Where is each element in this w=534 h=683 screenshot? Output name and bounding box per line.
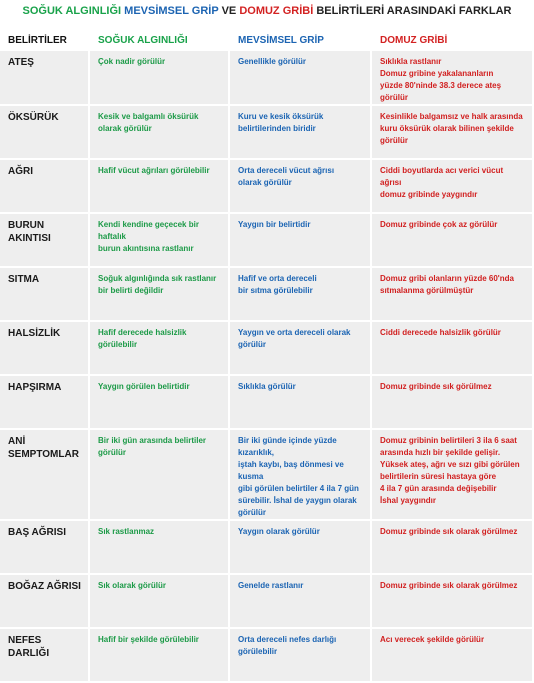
swine-cell: Kesinlikle balgamsız ve halk arasında kuru öksürük olarak bilinen şekilde görülür xyxy=(372,106,534,160)
title-and: VE xyxy=(221,5,237,17)
table-row xyxy=(0,268,534,322)
symptom-cell: HAPŞIRMA xyxy=(0,376,90,430)
table-row xyxy=(0,376,534,430)
symptom-cell: ANİ SEMPTOMLAR xyxy=(0,430,90,521)
table-row xyxy=(0,322,534,376)
swine-cell: Domuz gribinde sık olarak görülmez xyxy=(372,575,534,629)
title-cold: SOĞUK ALGINLIĞI xyxy=(22,5,122,17)
symptom-cell: AĞRI xyxy=(0,160,90,214)
cold-cell: Hafif vücut ağrıları görülebilir xyxy=(90,160,230,214)
flu-cell: Genelde rastlanır xyxy=(230,575,372,629)
cold-cell: Kesik ve balgamlı öksürük olarak görülür xyxy=(90,106,230,160)
symptom-cell: ATEŞ xyxy=(0,51,90,106)
symptom-cell: BURUN AKINTISI xyxy=(0,214,90,268)
swine-cell: Sıklıkla rastlanır Domuz gribine yakalananların yüzde 80'ninde 38.3 derece ateş görülür xyxy=(372,51,534,106)
symptom-cell: SITMA xyxy=(0,268,90,322)
cold-cell: Bir iki gün arasında belirtiler görülür xyxy=(90,430,230,521)
flu-cell: Kuru ve kesik öksürük belirtilerinden biridir xyxy=(230,106,372,160)
table-row xyxy=(0,629,534,683)
title-rest: BELİRTİLERİ ARASINDAKİ FARKLAR xyxy=(316,5,512,17)
symptom-cell: BAŞ AĞRISI xyxy=(0,521,90,575)
cold-cell: Hafif derecede halsizlik görülebilir xyxy=(90,322,230,376)
table-row xyxy=(0,214,534,268)
table-row xyxy=(0,521,534,575)
cold-cell: Kendi kendine geçecek bir haftalık burun akıntısına rastlanır xyxy=(90,214,230,268)
symptom-cell: BOĞAZ AĞRISI xyxy=(0,575,90,629)
cold-cell: Çok nadir görülür xyxy=(90,51,230,106)
symptom-table xyxy=(0,32,534,683)
swine-cell: Domuz gribi olanların yüzde 60'nda sıtmalanma görülmüştür xyxy=(372,268,534,322)
header-cold: SOĞUK ALGINLIĞI xyxy=(90,32,230,51)
cold-cell: Hafif bir şekilde görülebilir xyxy=(90,629,230,683)
table-row xyxy=(0,51,534,106)
table-row xyxy=(0,575,534,629)
header-symptoms: BELİRTİLER xyxy=(0,32,90,51)
swine-cell: Ciddi derecede halsizlik görülür xyxy=(372,322,534,376)
swine-cell: Domuz gribinde sık görülmez xyxy=(372,376,534,430)
symptom-cell: ÖKSÜRÜK xyxy=(0,106,90,160)
flu-cell: Sıklıkla görülür xyxy=(230,376,372,430)
cold-cell: Soğuk algınlığında sık rastlanır bir belirti değildir xyxy=(90,268,230,322)
table-row xyxy=(0,160,534,214)
flu-cell: Yaygın olarak görülür xyxy=(230,521,372,575)
table-row xyxy=(0,106,534,160)
table-header-row xyxy=(0,32,534,51)
flu-cell: Bir iki günde içinde yüzde kızarıklık, iştah kaybı, baş dönmesi ve kusma gibi görülen belirtiler 4 ila 7 gün sürebilir. İshal de yaygın olarak görülür xyxy=(230,430,372,521)
title-swine: DOMUZ GRİBİ xyxy=(239,5,314,17)
cold-cell: Sık olarak görülür xyxy=(90,575,230,629)
header-flu: MEVSİMSEL GRİP xyxy=(230,32,372,51)
flu-cell: Yaygın ve orta dereceli olarak görülür xyxy=(230,322,372,376)
page-title xyxy=(0,0,534,22)
swine-cell: Domuz gribinde sık olarak görülmez xyxy=(372,521,534,575)
flu-cell: Hafif ve orta dereceli bir sıtma görülebilir xyxy=(230,268,372,322)
flu-cell: Yaygın bir belirtidir xyxy=(230,214,372,268)
header-swine: DOMUZ GRİBİ xyxy=(372,32,534,51)
flu-cell: Orta dereceli vücut ağrısı olarak görülür xyxy=(230,160,372,214)
symptom-cell: NEFES DARLIĞI xyxy=(0,629,90,683)
swine-cell: Ciddi boyutlarda acı verici vücut ağrısı domuz gribinde yaygındır xyxy=(372,160,534,214)
swine-cell: Acı verecek şekilde görülür xyxy=(372,629,534,683)
cold-cell: Yaygın görülen belirtidir xyxy=(90,376,230,430)
cold-cell: Sık rastlanmaz xyxy=(90,521,230,575)
swine-cell: Domuz gribinde çok az görülür xyxy=(372,214,534,268)
table-row xyxy=(0,430,534,521)
flu-cell: Genellikle görülür xyxy=(230,51,372,106)
symptom-cell: HALSİZLİK xyxy=(0,322,90,376)
swine-cell: Domuz gribinin belirtileri 3 ila 6 saat arasında hızlı bir şekilde gelişir. Yüksek ateş, ağrı ve sızı gibi görülen belirtilerin süresi hastaya göre 4 ila 7 gün arasında değişebilir İshal yaygındır xyxy=(372,430,534,521)
title-flu: MEVSİMSEL GRİP xyxy=(124,5,219,17)
flu-cell: Orta dereceli nefes darlığı görülebilir xyxy=(230,629,372,683)
